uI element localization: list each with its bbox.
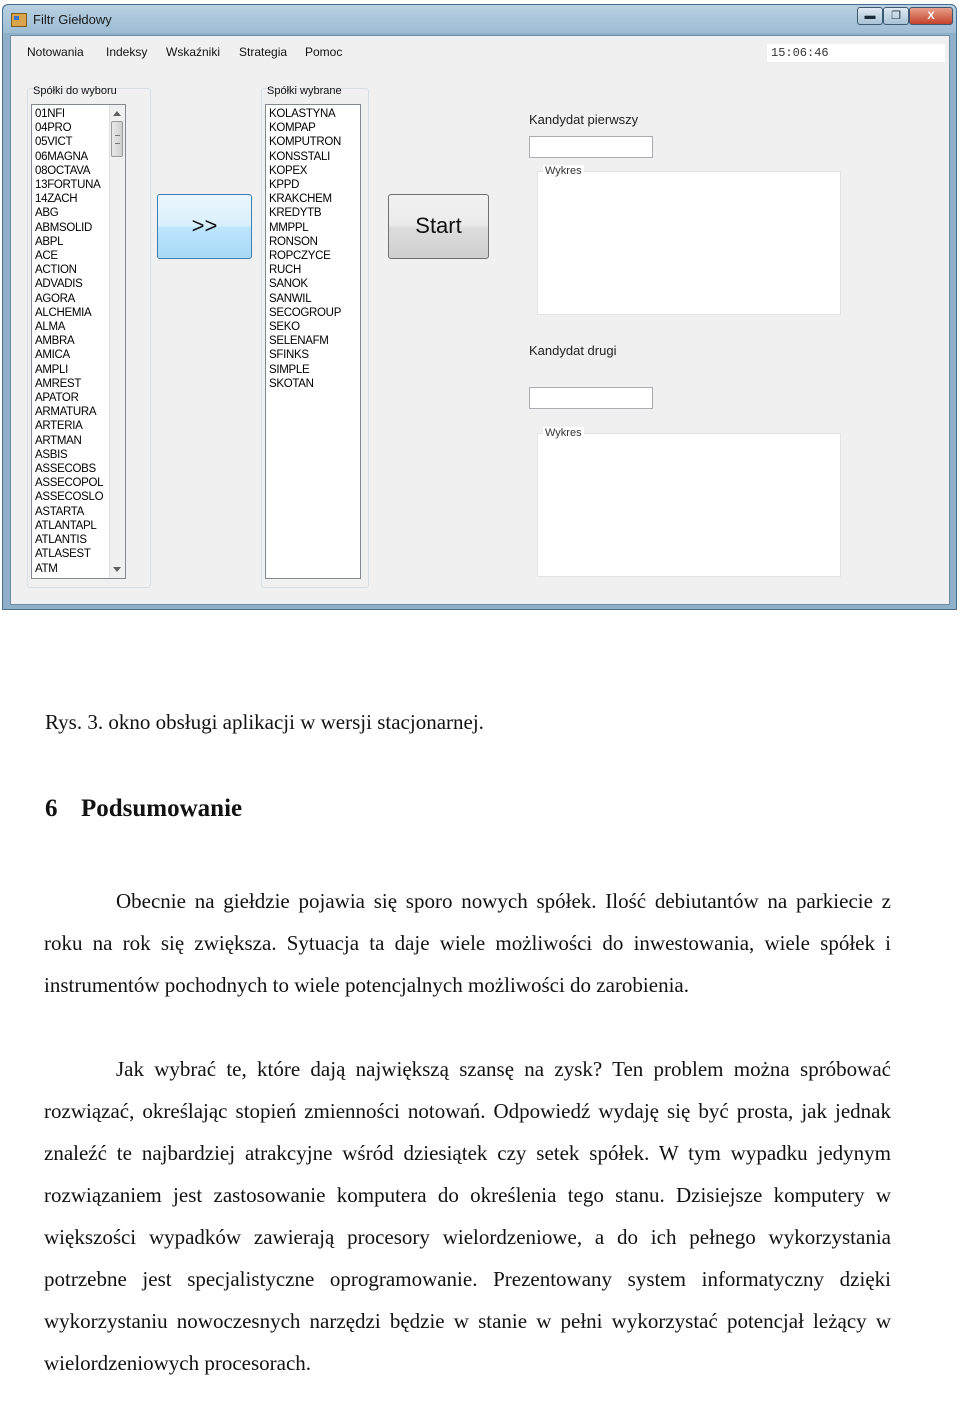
scroll-up-arrow-icon[interactable] <box>113 111 121 116</box>
candidate2-chart-label: Wykres <box>545 427 582 439</box>
available-list-item[interactable]: ABPL <box>35 235 64 248</box>
start-button[interactable]: Start <box>388 194 489 259</box>
available-list-item[interactable]: AGORA <box>35 292 76 305</box>
available-list-item[interactable]: ASBIS <box>35 448 68 461</box>
selected-list-item[interactable]: KOMPAP <box>269 122 316 135</box>
menu-indeksy[interactable]: Indeksy <box>106 45 148 59</box>
available-list-item[interactable]: 13FORTUNA <box>35 179 101 192</box>
window-title: Filtr Giełdowy <box>33 12 112 27</box>
available-list-item[interactable]: ASSECOSLO <box>35 491 104 504</box>
candidate1-textbox[interactable] <box>529 136 653 158</box>
scroll-down-arrow-icon[interactable] <box>113 567 121 572</box>
available-list-item[interactable]: ATLANTIS <box>35 534 87 547</box>
available-list-item[interactable]: ACE <box>35 250 58 263</box>
available-list-item[interactable]: ARTMAN <box>35 434 82 447</box>
selected-list-item[interactable]: KOLASTYNA <box>269 108 336 120</box>
selected-list-item[interactable]: KONSSTALI <box>269 150 330 163</box>
available-list-item[interactable]: AMBRA <box>35 335 75 348</box>
section-title: Podsumowanie <box>81 795 243 822</box>
candidate2-chart <box>537 433 841 577</box>
app-window <box>2 4 957 610</box>
title-bar[interactable] <box>3 5 956 33</box>
selected-list-items <box>266 105 360 391</box>
selected-list-item[interactable]: SIMPLE <box>269 363 310 376</box>
available-list-item[interactable]: ATLASEST <box>35 548 91 561</box>
available-list-item[interactable]: APATOR <box>35 392 79 405</box>
minimize-button[interactable]: ▬ <box>857 7 883 25</box>
available-list-item[interactable]: ABMSOLID <box>35 221 93 234</box>
paragraph-1: Obecnie na giełdzie pojawia się sporo nowych spółek. Ilość debiutantów na parkiecie z roku na rok się zwiększa. Sytuacja ta daje wiele możliwości do inwestowania, wiele spółek i instrumentów pochodnych to wiele potencjalnych możliwości do zarobienia. <box>44 889 891 997</box>
available-list-item[interactable]: ALMA <box>35 321 66 334</box>
available-list-item[interactable]: ABG <box>35 207 59 220</box>
selected-companies-list[interactable] <box>265 104 361 579</box>
selected-list-item[interactable]: SKOTAN <box>269 377 314 390</box>
available-list-item[interactable]: 14ZACH <box>35 193 78 206</box>
selected-list-item[interactable]: RONSON <box>269 235 318 248</box>
menu-pomoc[interactable]: Pomoc <box>305 45 343 59</box>
candidate2-label: Kandydat drugi <box>529 343 617 358</box>
menu-wskazniki[interactable]: Wskaźniki <box>166 45 221 59</box>
available-label: Spółki do wyboru <box>33 85 117 97</box>
available-list-item[interactable]: ARTERIA <box>35 420 83 433</box>
available-list-item[interactable]: 05VICT <box>35 136 73 149</box>
selected-list-item[interactable]: SFINKS <box>269 349 309 362</box>
selected-list-item[interactable]: SEKO <box>269 321 300 334</box>
available-list-item[interactable]: ATM <box>35 562 58 575</box>
selected-list-item[interactable]: KOMPUTRON <box>269 136 342 149</box>
available-list-item[interactable]: 06MAGNA <box>35 150 88 163</box>
menu-notowania[interactable]: Notowania <box>27 45 84 59</box>
selected-list-item[interactable]: SECOGROUP <box>269 306 342 319</box>
menu-bar <box>11 36 949 64</box>
available-list-item[interactable]: ACTION <box>35 264 77 277</box>
window-client-area <box>10 35 950 605</box>
candidate1-chart <box>537 171 841 315</box>
available-list-item[interactable]: ATLANTAPL <box>35 519 97 532</box>
close-button[interactable]: X <box>909 7 953 25</box>
candidate1-label: Kandydat pierwszy <box>529 112 639 127</box>
section-heading <box>45 795 242 823</box>
selected-list-item[interactable]: SANOK <box>269 278 308 291</box>
selected-label: Spółki wybrane <box>267 85 342 97</box>
selected-list-item[interactable]: KOPEX <box>269 164 308 177</box>
available-list-item[interactable]: AMICA <box>35 349 70 362</box>
app-icon <box>11 13 27 27</box>
available-list-item[interactable]: ALCHEMIA <box>35 306 92 319</box>
selected-list-item[interactable]: RUCH <box>269 264 302 277</box>
selected-list-item[interactable]: SELENAFM <box>269 335 329 348</box>
available-companies-list[interactable] <box>31 104 126 579</box>
candidate1-chart-label: Wykres <box>545 165 582 177</box>
selected-list-item[interactable]: KPPD <box>269 179 300 192</box>
selected-list-item[interactable]: KREDYTB <box>269 207 322 220</box>
available-list-item[interactable]: AMREST <box>35 377 82 390</box>
available-list-item[interactable]: ADVADIS <box>35 278 83 291</box>
available-list-item[interactable]: AMPLI <box>35 363 69 376</box>
selected-list-item[interactable]: SANWIL <box>269 292 312 305</box>
available-list-item[interactable]: ASSECOBS <box>35 463 96 476</box>
section-number: 6 <box>45 795 58 822</box>
add-to-selected-button[interactable]: >> <box>157 194 252 259</box>
candidate2-textbox[interactable] <box>529 387 653 409</box>
clock-display: 15:06:46 <box>767 44 945 62</box>
selected-list-item[interactable]: KRAKCHEM <box>269 193 332 206</box>
figure-caption: Rys. 3. okno obsługi aplikacji w wersji stacjonarnej. <box>45 710 484 734</box>
available-list-item[interactable]: ASSECOPOL <box>35 477 104 490</box>
available-list-item[interactable]: 08OCTAVA <box>35 164 91 177</box>
selected-list-item[interactable]: ROPCZYCE <box>269 250 331 263</box>
selected-list-item[interactable]: MMPPL <box>269 221 309 234</box>
maximize-button[interactable]: ❐ <box>883 7 909 25</box>
paragraph-2: Jak wybrać te, które dają największą szansę na zysk? Ten problem można spróbować rozwiązać, określając stopień zmienności notowań. Odpowiedź wydaję się być prosta, jak jednak znaleźć te najbardziej atrakcyjne wśród dziesiątek czy setek spółek. W tym wypadku jedynym rozwiązaniem jest zastosowanie komputera do określenia tego stanu. Dzisiejsze komputery w większości wypadków zawierają procesory wielordzeniowe, a do ich pełnego wykorzystania potrzebne jest specjalistyczne oprogramowanie. Prezentowany system informatyczny dzięki wykorzystaniu nowoczesnych narzędzi będzie w stanie w pełni wykorzystać potencjał leżący w wielordzeniowych procesorach. <box>44 1057 891 1375</box>
available-list-item[interactable]: 04PRO <box>35 122 72 135</box>
menu-strategia[interactable]: Strategia <box>239 45 288 59</box>
available-list-item[interactable]: 01NFI <box>35 108 65 120</box>
available-list-item[interactable]: ASTARTA <box>35 505 85 518</box>
scroll-thumb[interactable] <box>111 121 123 157</box>
list-scrollbar[interactable] <box>109 105 125 578</box>
available-list-item[interactable]: ARMATURA <box>35 406 97 419</box>
